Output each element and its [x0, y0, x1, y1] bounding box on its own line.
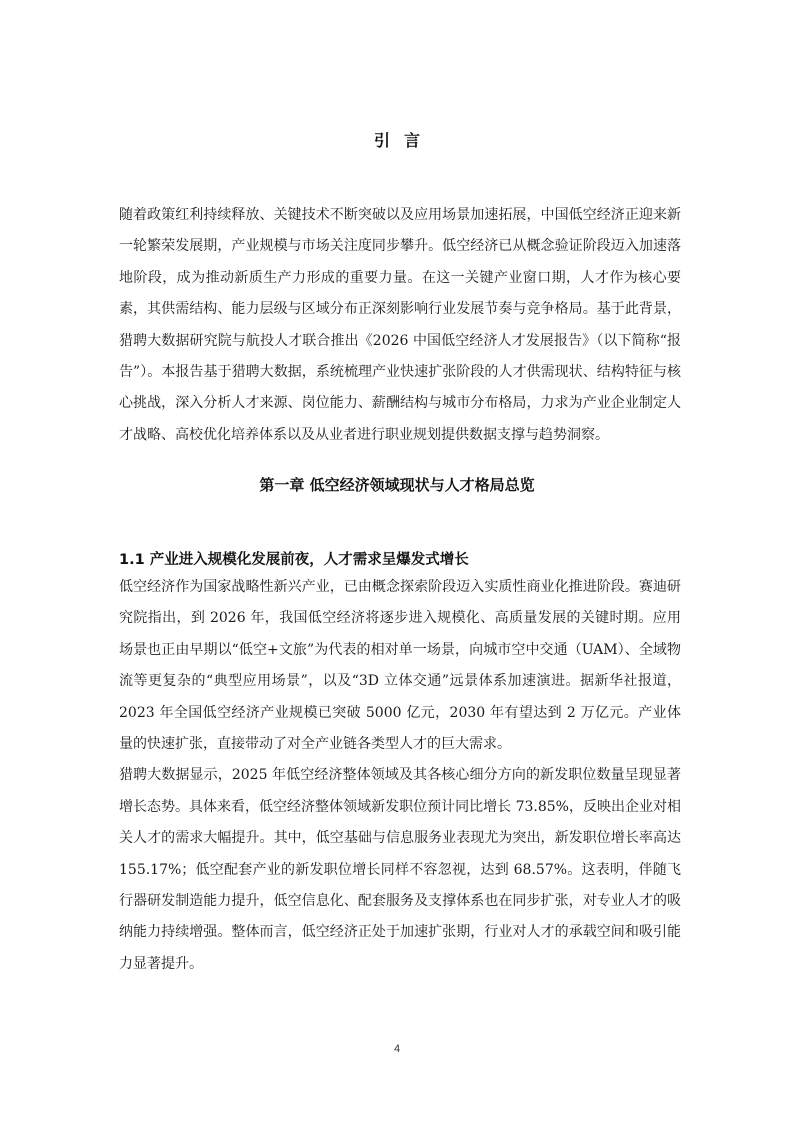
- section-body: [119, 572, 681, 980]
- section-paragraph-1: 低空经济作为国家战略性新兴产业，已由概念探索阶段迈入实质性商业化推进阶段。赛迪研究院指出，到 2026 年，我国低空经济将逐步进入规模化、高质量发展的关键时期。应用场景也正由早期以“低空+文旅”为代表的相对单一场景，向城市空中交通（UAM）、全域物流等更复杂的“典型应用场景”，以及“3D 立体交通”远景体系加速演进。据新华社报道，2023 年全国低空经济产业规模已突破 5000 亿元，2030 年有望达到 2 万亿元。产业体量的快速扩张，直接带动了对全产业链各类型人才的巨大需求。: [119, 579, 681, 753]
- section-title: 1.1 产业进入规模化发展前夜，人才需求呈爆发式增长: [119, 552, 469, 568]
- section-paragraph-2: 猎聘大数据显示，2025 年低空经济整体领域及其各核心细分方向的新发职位数量呈现显著增长态势。具体来看，低空经济整体领域新发职位预计同比增长 73.85%，反映出企业对相关人才的需求大幅提升。其中，低空基础与信息服务业表现尤为突出，新发职位增长率高达 155.17%；低空配套产业的新发职位增长同样不容忽视，达到 68.57%。这表明，伴随飞行器研发制造能力提升，低空信息化、配套服务及支撑体系也在同步扩张，对专业人才的吸纳能力持续增强。整体而言，低空经济正处于加速扩张期，行业对人才的承载空间和吸引能力显著提升。: [119, 767, 681, 972]
- intro-paragraph: 随着政策红利持续释放、关键技术不断突破以及应用场景加速拓展，中国低空经济正迎来新一轮繁荣发展期，产业规模与市场关注度同步攀升。低空经济已从概念验证阶段迈入加速落地阶段，成为推动新质生产力形成的重要力量。在这一关键产业窗口期，人才作为核心要素，其供需结构、能力层级与区域分布正深刻影响行业发展节奏与竞争格局。基于此背景，猎聘大数据研究院与航投人才联合推出《2026 中国低空经济人才发展报告》（以下简称“报告”）。本报告基于猎聘大数据，系统梳理产业快速扩张阶段的人才供需现状、结构特征与核心挑战，深入分析人才来源、岗位能力、薪酬结构与城市分布格局，力求为产业企业制定人才战略、高校优化培养体系以及从业者进行职业规划提供数据支撑与趋势洞察。: [119, 207, 681, 443]
- page-number: 4: [393, 1043, 401, 1055]
- chapter-title: 第一章 低空经济领域现状与人才格局总览: [259, 476, 535, 494]
- intro-paragraph-block: [119, 200, 681, 451]
- intro-title: 引言: [373, 131, 434, 150]
